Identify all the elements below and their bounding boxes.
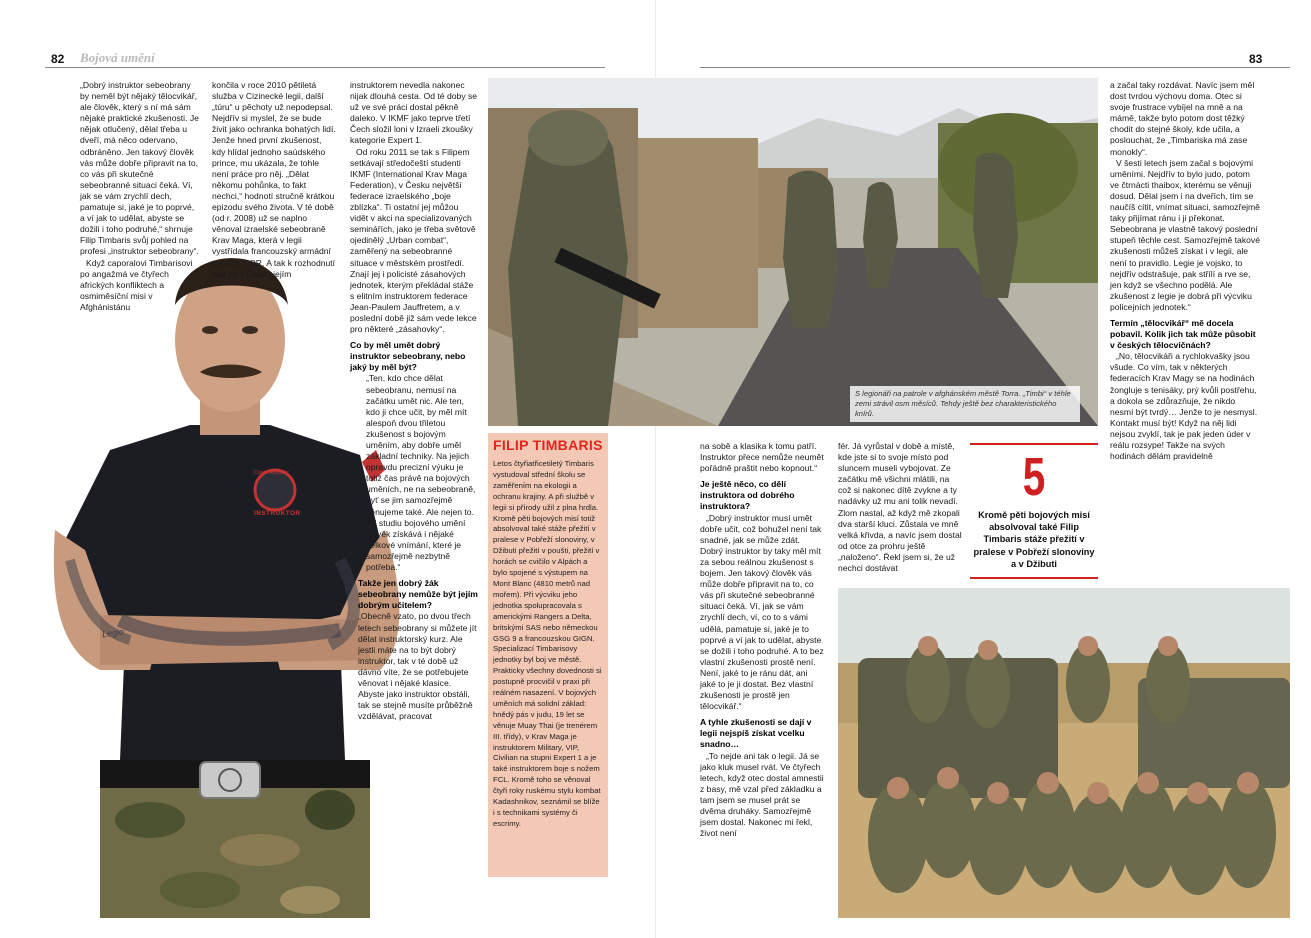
sidebar-title: FILIP TIMBARIS xyxy=(493,437,603,453)
interview-answer: „Dobrý instruktor musí umět dobře učit, což bohužel není tak snadné, jak se může zdát. Dobrý instruktor by taky měl mít za sebou reálnou zkušenost s bojem. Jen takový člověk vás může dobře připravit na to, co vás při skutečné sebeobranné situaci čeká. Ví, jak se vám zrychlí dech, ví, co to s vámi udělá, pamatuje si, jaké je to poprvé a ví jak to udělat, abyste se dožili i toho podruhé. A to bez vlastní zkušenosti prostě není. Není, jaké to je ránu dát, ani jaké to je ji dostat. Bez vlastní zkušenosti je prostě jen tělocvikář.“ xyxy=(700,512,824,712)
right-page-number: 83 xyxy=(1249,52,1263,66)
paragraph: a začal taky rozdávat. Navíc jsem měl dost tvrdou výchovu doma. Otec si svoje frustrace vybíjel na mně a na mámě, takže bylo potom dost těžký chodit do stejné školy, kde učila, a poslouchat, že „Timbariska má zase monokly“. xyxy=(1110,80,1255,157)
article-column-1 xyxy=(80,80,200,313)
paragraph: Když caporalovi Timbarisovi po angažmá ve čtyřech afrických konfliktech a osmiměsíční misi v Afghánistánu xyxy=(80,257,193,312)
shirt-badge-text: Czech Republic xyxy=(254,470,290,476)
fact-box xyxy=(970,443,1098,579)
section-title: Bojová umění xyxy=(80,50,155,65)
left-page-number: 82 xyxy=(51,52,65,66)
interview-answer: „No, tělocvikáři a rychlokvašky jsou všude. Co vím, tak v některých federacích Krav Magy se na hodinách žongluje s tenisáky, prý kvůli postřehu, a dokola se zdůrazňuje, že nikdo nesmí být tvrdý… Jenže to je nesmysl. Kontakt musí být! Když na něj lidi nejsou zvyklí, tak je pak jeden úder v reálu rozsype! Takže na svých hodinách dělám pravidelně xyxy=(1110,351,1258,462)
header-rule-right xyxy=(700,67,1290,68)
article-column-6 xyxy=(838,441,962,574)
fact-number: 5 xyxy=(1022,447,1046,507)
article-column-2 xyxy=(212,80,336,280)
interview-answer: „Obecně vzato, po dvou třech letech sebeobrany si můžete jít dělat instruktorský kurz. Ale jestli máte na to být dobrý instruktor, tak v té době už dávno víte, že se potřebujete věnovat i nějaké klasice. Abyste jako instruktor obstáli, tak se stejně musíte průběžně vzdělávat, pracovat xyxy=(358,611,477,722)
paragraph: na sobě a klasika k tomu patří. Instruktor přece nemůže neumět pořádně praštit nebo kopnout.“ xyxy=(700,441,824,474)
article-column-5 xyxy=(700,441,825,839)
tattoo-text: Legio xyxy=(101,626,125,640)
fact-text: Kromě pěti bojových misí absolvoval také Filip Timbaris stáže přežití v pralese v Pobřeží slonoviny a v Džibuti xyxy=(973,510,1095,569)
bio-sidebar xyxy=(488,433,608,877)
paragraph: „Dobrý instruktor sebeobrany by neměl být nějaký tělocvikář, ale člověk, který s ní má sám nějaké praktické zkušenosti. Je nějak otlučený, dělal třeba u dveří, má něco odervano, odbráněno. Jen takový člověk vás může dobře připravit na to, co vás při skutečné sebeobranné situaci čeká. Ví, jak se vám zrychlí dech, pamatuje si, jaké je to poprvé, a ví jak to udělat, abyste se dožili i toho podruhé,“ shrnuje Filip Timbaris svůj pohled na profesi „instruktor sebeobrany“. xyxy=(80,80,199,257)
article-column-3 xyxy=(350,80,478,722)
interview-answer: „Ten, kdo chce dělat sebeobranu, nemusí na začátku umět nic. Ale ten, kdo ji chce učit, by měl mít alespoň dvou třiletou zkušenost s bojovým uměním, aby dobře uměl základní techniky. Na jejich opravdu precizní výuku je totiž čas právě na bojových uměních, ne na sebeobraně, byť se jim samozřejmě věnujeme také. Ale nejen to. Při studiu bojového umění člověk získává i nějaké celkové vnímání, které je samozřejmě nezbytně potřeba.“ xyxy=(366,373,476,573)
patrol-photo xyxy=(488,78,1098,426)
interview-question: A tyhle zkušenosti se dají v legii nejspíš získat vcelku snadno… xyxy=(700,717,812,750)
interview-question: Takže jen dobrý žák sebeobrany nemůže být jejím dobrým učitelem? xyxy=(358,578,478,611)
article-column-7 xyxy=(1110,80,1260,462)
header-rule-left xyxy=(45,67,605,68)
interview-answer: „To nejde ani tak o legii. Já se jako kluk musel rvát. Ve čtyřech letech, když otec dostal amnestii z basy, mě vzal před základku a tam jsem se musel prát se dvěma druháky. Samozřejmě jsem dostal. Nakonec mi řekl, život není xyxy=(700,750,824,839)
shirt-instruktor-text: INSTRUKTOR xyxy=(254,510,301,517)
interview-question: Termín „tělocvikář“ mě docela pobavil. Kolik jich tak může působit v českých tělocvičnách? xyxy=(1110,317,1256,351)
interview-question: Je ještě něco, co dělí instruktora od dobrého instruktora? xyxy=(700,479,795,512)
paragraph: V šesti letech jsem začal s bojovými uměními. Nejdřív to bylo judo, potom ve čtrnácti thaibox, kterému se věnuji dosud. Dělal jsem i na dveřích, tím se naučíš cítit, vnímat situaci, samozřejmě taky přijímat ránu i ji překonat. Sebeobrana je vlastně takový poslední stupeň těchle cest. Samozřejmě takové zkušenosti můžeš získat i v legii, ale není to pravidlo. Legie je vojsko, to nejdřív odstrašuje, pak střílí a rve se, jen když se všechno podělá. Ale zkušenost z legie je dobrá při výcviku policejních jednotek.“ xyxy=(1110,157,1260,312)
group-photo xyxy=(838,588,1290,918)
paragraph: instruktorem nevedla nakonec nijak dlouhá cesta. Od té doby se už ve své práci dostal pěkně daleko. V IKMF jako teprve třetí Čech složil loni v Izraeli zkoušky kategorie Expert 1. xyxy=(350,80,478,146)
sidebar-body: Letos čtyřiatřicetiletý Timbaris vystudoval střední školu se zaměřením na ekologii a ochranu krajiny. A při službě v legii si přírody užil z plna hrdla. Kromě pěti bojových misí totiž absolvoval také stáže přežití v pralese v Pobřeží slonoviny, v Džibuti přežití v poušti, přežití v horách se cvičilo v Alpách a bylo spojené s výstupem na Mont Blanc (4810 metrů nad mořem). Při výcviku jeho jednotka spolupracovala s americkými Rangers a Delta, britskými SAS nebo německou GSG 9 a francouzskou GIGN. Specializací Timbarisovy jednotky byl boj ve městě. Prakticky všechny dovednosti si postupně procvičil v praxi při reálném nasazení. V bojových uměních má solidní základ: hnědý pás v judu, 19 let se věnuje Muay Thai (je trenérem III. třídy), v Krav Maga je instruktorem Military, VIP, Civilian na stupni Expert 1 a je také instruktorem boje s nožem FCL. Kromě toho se věnoval čtyři roky ruskému stylu kombat Kadashnikov, seznámil se blíže i s technikami systémy či escrimy. xyxy=(493,459,602,828)
photo-caption: S legionáři na patrole v afghánském městě Torra. „Timbi“ v téhle zemi strávil osm měsíců. Tehdy ještě bez charakteristického knírů. xyxy=(850,386,1080,422)
interview-question: Co by měl umět dobrý instruktor sebeobrany, nebo jaký by měl být? xyxy=(350,340,466,373)
paragraph: končila v roce 2010 pětiletá služba v Cizinecké legii, další „túru“ u pěchoty už nepodepsal. Nejdřív si myslel, že se bude živit jako ochranka bohatých lidí. Jenže hned první zkušenost, kdy hlídal jednoho saúdského prince, mu ukázala, že tohle není práce pro něj. „Dělat někomu pohůnka, to fakt nechci,“ hodnotí stručně krátkou epizodu svého života. V té době (od r. 2008) už se naplno věnoval izraelské sebeobraně Krav Maga, která v legii vystřídala francouzský armádní systém TIOR. A tak k rozhodnutí stát se v Česku jejím xyxy=(212,80,336,279)
paragraph: fér. Já vyrůstal v době a místě, kde jste si to svoje místo pod sluncem museli vybojovat. Ze začátku mě všichni mlátili, na což si nakonec dítě zvykne a ty nadávky už mu ani tolik nevadí. Zlom nastal, až když mě zkopali dva starší kluci. Zůstala ve mně velká křivda, a navíc jsem dostal od otce za prohru ještě „naloženo“. Řekl jsem si, že už nechci dostávat xyxy=(838,441,962,574)
paragraph: Od roku 2011 se tak s Filipem setkávají středočeští studenti IKMF (International Krav Maga Federation), v Česku největší federace izraelského „boje zblízka“. Ti ostatní jej můžou vidět v akci na specializovaných seminářích, jako je třeba světově ojedinělý „Urban combat“, zaměřený na sebeobranné situace v městském prostředí. Znají jej i policisté zásahových jednotek, kterým překládal stáže s elitním instruktorem federace Jean-Paulem Jauffretem, a v poslední době již sám vede lekce pro některé „zásahovky“. xyxy=(350,146,477,335)
